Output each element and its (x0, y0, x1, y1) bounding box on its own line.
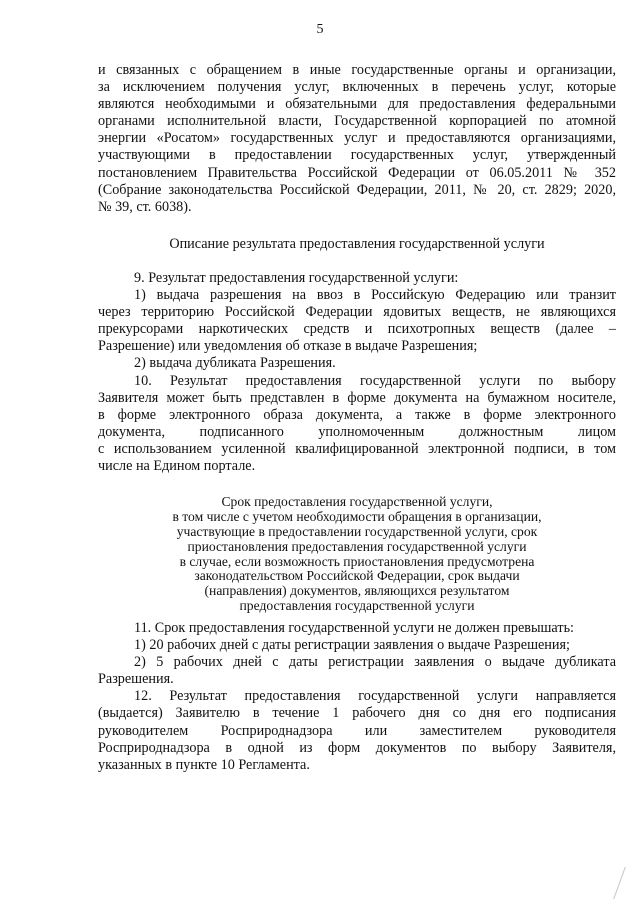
text-line: Срок предоставления государственной услуги, (221, 494, 493, 509)
scan-artifact (613, 867, 640, 899)
text-line: 10. Результат предоставления государственной услуги по выбору (134, 372, 616, 389)
text-line: энергии «Росатом» государственных услуг и предоставляются организациями, (98, 130, 616, 147)
section-term-items (98, 620, 616, 774)
text-line: за исключением получения услуг, включенных в перечень услуг, которые (98, 79, 616, 96)
text-line: Разрешение) или уведомления об отказе в выдаче Разрешения; (98, 338, 478, 355)
text-line: через территорию Российской Федерации ядовитых веществ, не являющихся (98, 304, 616, 321)
text-line: органами исполнительной власти, Государственной корпорацией по атомной (98, 113, 616, 130)
text-line: числе на Едином портале. (98, 458, 256, 475)
text-line: 1) выдача разрешения на ввоз в Российскую Федерацию или транзит (134, 287, 616, 304)
text-line: 12. Результат предоставления государственной услуги направляется (134, 688, 616, 705)
text-line: 9. Результат предоставления государственной услуги: (134, 270, 459, 286)
text-line: приостановления предоставления государственной услуги (187, 538, 527, 554)
text-line: (выдается) Заявителю в течение 1 рабочего дня со дня его подписания (98, 705, 616, 722)
text-line: являются необходимыми и обязательными для предоставления федеральными (98, 96, 616, 113)
section-heading-term (98, 495, 616, 614)
text-line: указанных в пункте 10 Регламента. (98, 756, 310, 773)
page-number: 5 (316, 22, 324, 37)
text-line: Разрешения. (98, 671, 174, 688)
text-line: 2) выдача дубликата Разрешения. (134, 355, 336, 372)
text-line: прекурсорами наркотических средств и психотропных веществ (далее – (98, 321, 616, 338)
text-line: 2) 5 рабочих дней с даты регистрации заявления о выдаче дубликата (134, 654, 616, 671)
text-line: участвующие в предоставлении государственной услуги, срок (176, 523, 538, 539)
text-line: участвующими в предоставлении государственных услуг, утвержденный (98, 147, 616, 164)
text-line: с использованием усиленной квалифицированной электронной подписи, в том (98, 440, 616, 457)
text-line: в форме электронного образа документа, а также в форме электронного (98, 406, 616, 423)
section-result-items (98, 270, 616, 475)
text-line: документа, подписанного уполномоченным должностным лицом (98, 423, 616, 440)
text-line: № 39, ст. 6038). (98, 198, 192, 215)
text-line: и связанных с обращением в иные государственные органы и организации, (98, 62, 616, 78)
text-line: предоставления государственной услуги (239, 598, 475, 614)
text-line: законодательством Российской Федерации, срок выдачи (194, 568, 520, 584)
text-line: руководителем Росприроднадзора или заместителем руководителя (98, 722, 616, 739)
text-line: Росприроднадзора в одной из форм документов по выбору Заявителя, (98, 739, 616, 756)
section-heading-result (98, 236, 616, 253)
text-line: в том числе с учетом необходимости обращения в организации, (172, 508, 542, 524)
heading-line: Описание результата предоставления государственной услуги (169, 236, 545, 252)
text-line: 11. Срок предоставления государственной услуги не должен превышать: (134, 620, 574, 636)
text-line: в случае, если возможность приостановления предусмотрена (179, 553, 535, 569)
text-line: 1) 20 рабочих дней с даты регистрации заявления о выдаче Разрешения; (134, 637, 570, 654)
text-line: (направления) документов, являющихся результатом (204, 583, 510, 599)
text-line: (Собрание законодательства Российской Федерации, 2011, № 20, ст. 2829; 2020, (98, 181, 616, 198)
text-line: постановлением Правительства Российской Федерации от 06.05.2011 № 352 (98, 164, 616, 181)
paragraph-continuation (98, 62, 616, 216)
text-line: Заявителя может быть представлен в форме документа на бумажном носителе, (98, 389, 616, 406)
